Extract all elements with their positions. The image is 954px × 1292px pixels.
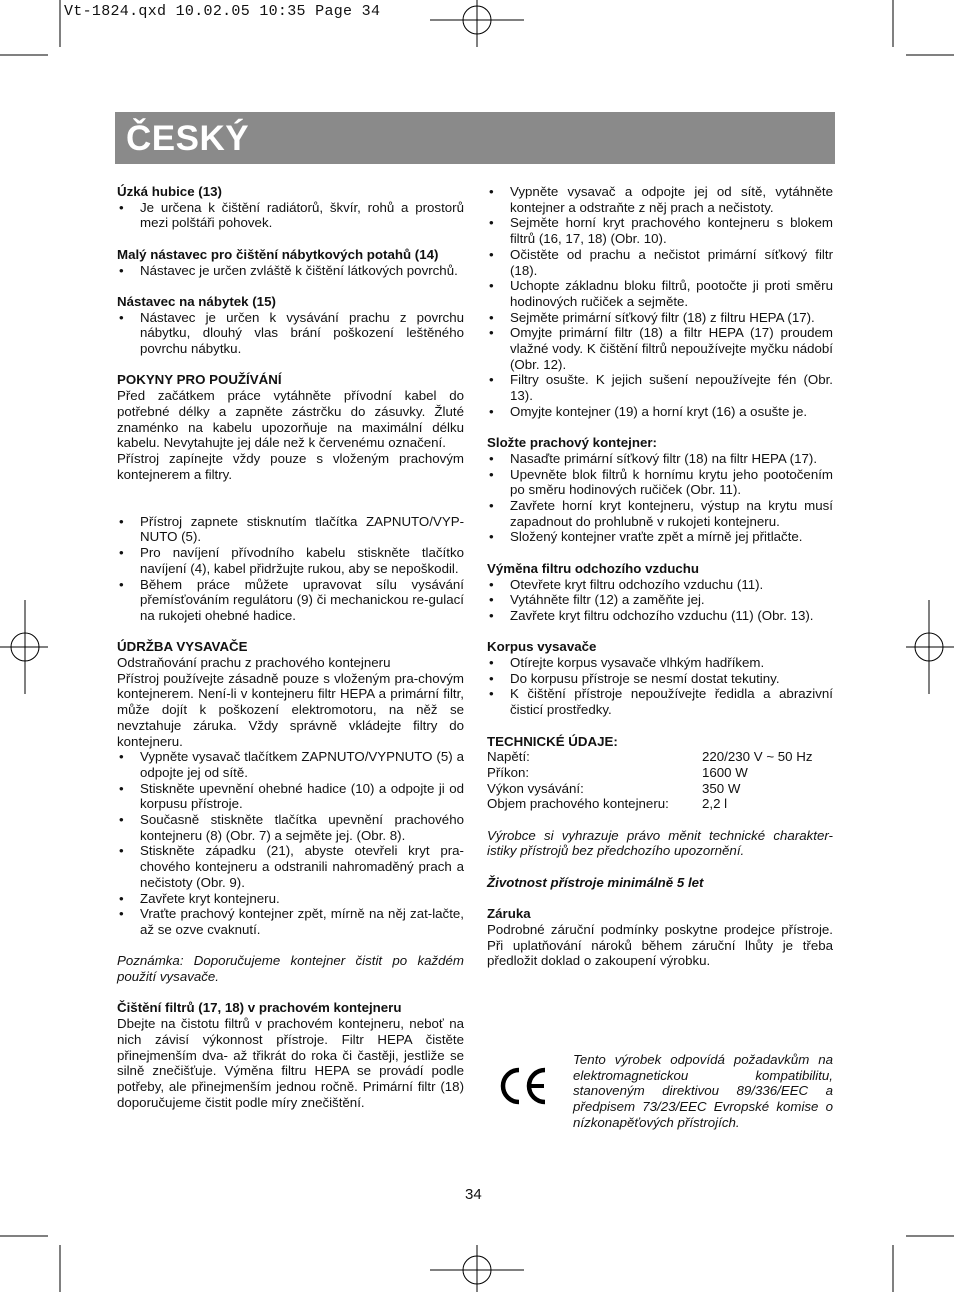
spec-key: Příkon:: [487, 764, 530, 780]
list-item: • Je určena k čištění radiátorů, škvír, rohů a prostorů mezi polštáři pohovek.: [117, 200, 464, 231]
spec-row: [487, 781, 833, 797]
right-column: [487, 184, 833, 969]
bullet-list: [487, 577, 833, 624]
bullet-list: [117, 200, 464, 231]
paragraph: Dbejte na čistotu filtrů v prachovém kontejneru, neboť na nich závisí výkonnost přístroje. Filtr HEPA čistěte přinejmenším dva- až třikrát do roka či častěji, jestliže se silně znečišťuje. Výměna filtru HEPA se provádí podle potřeby, ale přinejmenším jednou ročně. Primární filtr (18) doporučujeme čistit podle míry znečištění.: [117, 1016, 464, 1110]
section-heading: Malý nástavec pro čištění nábytkových potahů (14): [117, 246, 439, 262]
paragraph: Před začátkem práce vytáhněte přívodní kabel do potřebné délky a zapněte zástrčku do zásuvky. Žluté znaménko na kabelu upozorňuje na maximální délku kabelu. Nevytahujte jej dále než k červenému označení.: [117, 388, 464, 451]
paragraph: Podrobné záruční podmínky poskytne prodejce přístroje. Při uplatňování nároků během záruční lhůty je třeba předložit doklad o zakoupení výrobku.: [487, 921, 833, 969]
list-item: • Zavřete horní kryt kontejneru, výstup na krytu musí zapadnout do prohlubně v rukojeti kontejneru.: [487, 498, 833, 529]
list-item: • Nástavec je určen zvláště k čištění látkových povrchů.: [117, 263, 464, 279]
spec-row: [487, 796, 833, 812]
section-heading: Úzká hubice (13): [117, 184, 222, 199]
section-heading: Složte prachový kontejner:: [487, 435, 657, 451]
lifetime-note: Životnost přístroje minimálně 5 let: [487, 874, 704, 890]
list-item: • Zavřete kryt kontejneru.: [117, 891, 464, 907]
note: Výrobce si vyhrazuje právo měnit technické charakter-istiky přístrojů bez předchozího upozornění.: [487, 827, 833, 859]
spec-value: 2,2 l: [702, 796, 728, 812]
list-item: • Nástavec je určen k vysávání prachu z povrchu nábytku, dlouhý vlas brání poškození leštěného povrchu nábytku.: [117, 310, 464, 357]
list-item: • Pro navíjení přívodního kabelu stiskněte tlačítko navíjení (4), kabel přidržujte rukou, aby se nepoškodil.: [117, 545, 464, 576]
spec-key: Napětí:: [487, 749, 530, 765]
spec-key: Výkon vysávání:: [487, 780, 584, 796]
section-heading: Čištění filtrů (17, 18) v prachovém kontejneru: [117, 1000, 402, 1016]
ce-text: Tento výrobek odpovídá požadavkům na elektromagnetickou kompatibilitu, stanoveným direktivou 89/336/EEC a předpisem 73/23/EEC Evropské komise o nízkonapěťových přístrojích.: [573, 1052, 833, 1130]
list-item: • Otírejte korpus vysavače vlhkým hadříkem.: [487, 655, 833, 671]
list-item: • Omyjte primární filtr (18) a filtr HEPA (17) proudem vlažné vody. K čištění filtrů nepoužívejte myčku nádobí (Obr. 12).: [487, 325, 833, 372]
bullet-list: [117, 514, 464, 624]
language-banner: [115, 112, 835, 164]
list-item: • Během práce můžete upravovat sílu vysávání přemísťováním regulátoru (9) či mechanickou re-gulací na rukojeti ohebné hadice.: [117, 577, 464, 624]
bullet-list: [487, 184, 833, 420]
list-item: • Zavřete kryt filtru odchozího vzduchu (11) (Obr. 13).: [487, 608, 833, 624]
banner-title: ČESKÝ: [126, 119, 250, 158]
list-item: • Složený kontejner vraťte zpět a mírně jej přitlačte.: [487, 529, 833, 545]
spec-row: [487, 765, 833, 781]
list-item: • Omyjte kontejner (19) a horní kryt (16) a osušte je.: [487, 404, 833, 420]
list-item: • Sejměte horní kryt prachového kontejneru s blokem filtrů (16, 17, 18) (Obr. 10).: [487, 215, 833, 246]
section-heading: TECHNICKÉ ÚDAJE:: [487, 733, 618, 749]
list-item: • Nasaďte primární síťkový filtr (18) na filtr HEPA (17).: [487, 451, 833, 467]
section-heading: Korpus vysavače: [487, 639, 597, 655]
bullet-list: [487, 655, 833, 718]
bullet-list: [117, 749, 464, 937]
paragraph: Přístroj zapínejte vždy pouze s vloženým prachovým kontejnerem a filtry.: [117, 450, 464, 482]
list-item: • Očistěte od prachu a nečistot primární síťkový filtr (18).: [487, 247, 833, 278]
bullet-list: [487, 451, 833, 545]
list-item: • K čištění přístroje nepoužívejte ředidla a abrazivní čisticí prostředky.: [487, 686, 833, 717]
list-item: • Stiskněte západku (21), abyste otevřeli kryt pra-chového kontejneru a odstranili nahromaděný prach a nečistoty (Obr. 9).: [117, 843, 464, 890]
section-heading: Výměna filtru odchozího vzduchu: [487, 560, 700, 576]
paragraph: Přístroj používejte zásadně pouze s vloženým pra-chovým kontejnerem. Není-li v kontejneru filtr HEPA a primární filtr, může dojít k poškození elektromotoru, na něž se nevztahuje záruka. Vždy správně vkládejte filtry do kontejneru.: [117, 670, 464, 749]
list-item: • Stiskněte upevnění ohebné hadice (10) a odpojte ji od korpusu přístroje.: [117, 781, 464, 812]
left-column: [117, 184, 464, 1110]
list-item: • Upevněte blok filtrů k hornímu krytu jeho pootočením po směru hodinových ručiček (Obr. 11).: [487, 467, 833, 498]
ce-declaration: [487, 1052, 833, 1142]
list-item: • Vypněte vysavač a odpojte jej od sítě, vytáhněte kontejner a odstraňte z něj prach a nečistoty.: [487, 184, 833, 215]
ce-mark-icon: [499, 1066, 549, 1106]
spec-value: 1600 W: [702, 764, 748, 780]
list-item: • Do korpusu přístroje se nesmí dostat tekutiny.: [487, 671, 833, 687]
list-item: • Otevřete kryt filtru odchozího vzduchu (11).: [487, 577, 833, 593]
section-heading: POKYNY PRO POUŽÍVÁNÍ: [117, 372, 282, 388]
page-number: 34: [465, 1186, 482, 1203]
section-heading: Záruka: [487, 906, 531, 922]
list-item: • Uchopte základnu bloku filtrů, pootočte ji proti směru hodinových ručiček a sejměte.: [487, 278, 833, 309]
bullet-list: [117, 310, 464, 357]
section-heading: Nástavec na nábytek (15): [117, 293, 276, 309]
spec-key: Objem prachového kontejneru:: [487, 796, 669, 812]
spec-value: 220/230 V ~ 50 Hz: [702, 749, 813, 765]
list-item: • Přístroj zapnete stisknutím tlačítka ZAPNUTO/VYP-NUTO (5).: [117, 514, 464, 545]
list-item: • Filtry osušte. K jejich sušení nepoužívejte fén (Obr. 13).: [487, 372, 833, 403]
section-heading: ÚDRŽBA VYSAVAČE: [117, 639, 248, 655]
file-slug: Vt-1824.qxd 10.02.05 10:35 Page 34: [64, 3, 381, 20]
spec-value: 350 W: [702, 780, 741, 796]
bullet-list: [117, 263, 464, 279]
spec-table: [487, 749, 833, 812]
list-item: • Vypněte vysavač tlačítkem ZAPNUTO/VYPNUTO (5) a odpojte jej od sítě.: [117, 749, 464, 780]
paragraph: Odstraňování prachu z prachového kontejneru: [117, 655, 391, 670]
list-item: • Současně stiskněte tlačítka upevnění prachového kontejneru (8) (Obr. 7) a sejměte jej. (Obr. 8).: [117, 812, 464, 843]
spec-row: [487, 749, 833, 765]
list-item: • Vraťte prachový kontejner zpět, mírně na něj zat-lačte, až se ozve cvaknutí.: [117, 906, 464, 937]
list-item: • Vytáhněte filtr (12) a zaměňte jej.: [487, 592, 833, 608]
list-item: • Sejměte primární síťkový filtr (18) z filtru HEPA (17).: [487, 310, 833, 326]
note: Poznámka: Doporučujeme kontejner čistit po každém použití vysavače.: [117, 953, 464, 985]
